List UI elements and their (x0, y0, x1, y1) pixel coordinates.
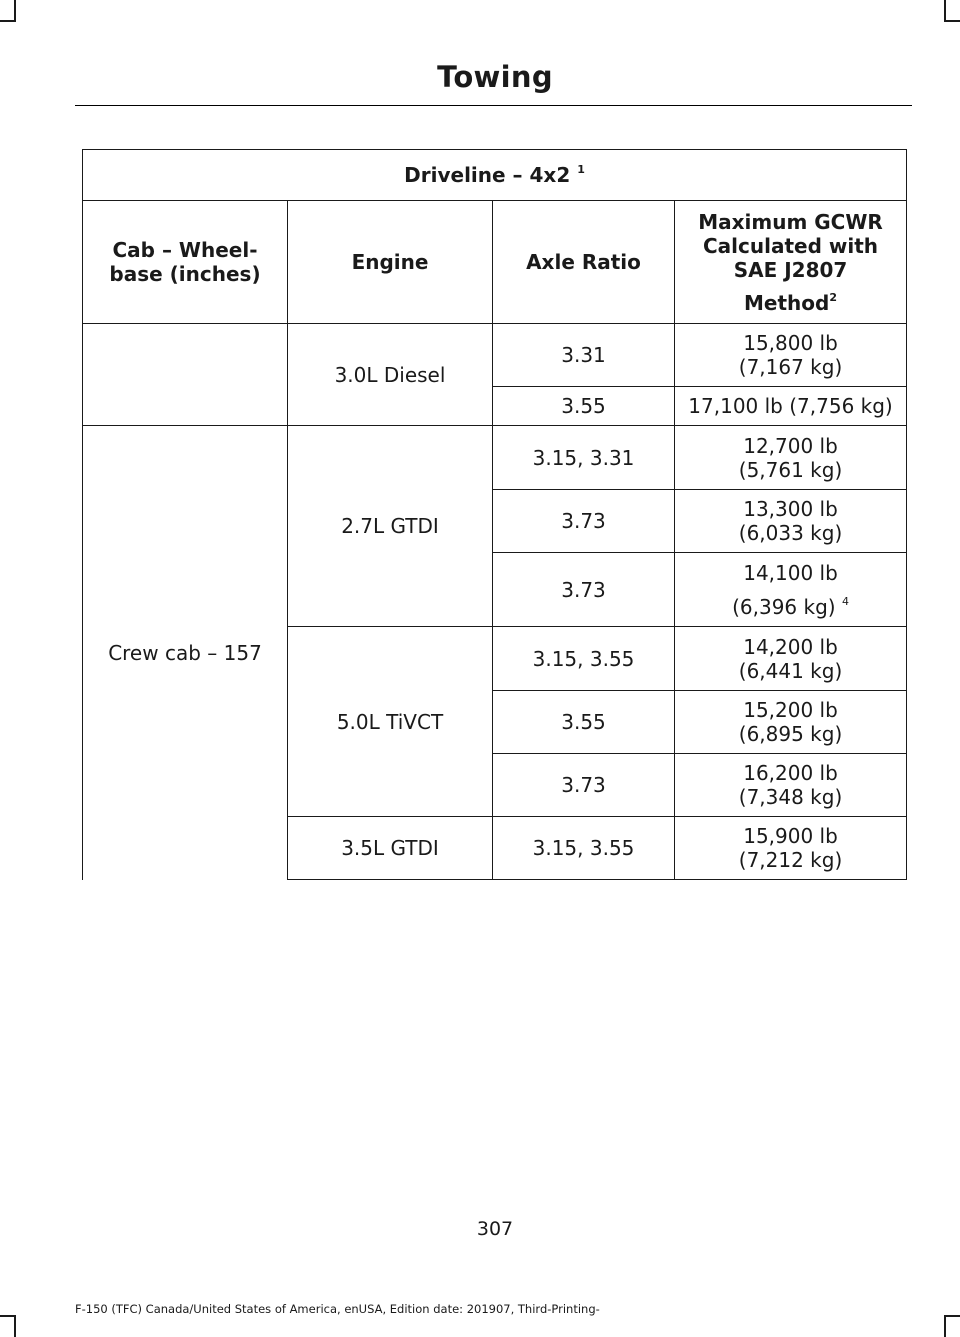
col-header-axle: Axle Ratio (493, 201, 675, 324)
gcwr-kg: (6,396 kg) (732, 594, 836, 619)
axle-cell: 3.73 (493, 490, 675, 553)
gcwr-lb: 15,800 lb (743, 331, 838, 355)
gcwr-cell (675, 426, 907, 490)
gcwr-lb: 13,300 lb (743, 497, 838, 521)
edition-footer: F-150 (TFC) Canada/United States of America, enUSA, Edition date: 201907, Third-Printing- (75, 1302, 600, 1316)
axle-cell: 3.73 (493, 754, 675, 817)
table-header-row (83, 201, 907, 324)
engine-cell: 3.0L Diesel (288, 324, 493, 426)
axle-cell: 3.31 (493, 324, 675, 387)
gcwr-cell (675, 817, 907, 880)
axle-cell: 3.15, 3.55 (493, 627, 675, 691)
crop-mark-bottom-right-h (944, 1315, 960, 1317)
page-title: Towing (437, 60, 553, 94)
gcwr-lb: 14,200 lb (743, 634, 838, 659)
gcwr-lb: 14,100 lb (743, 560, 838, 585)
gcwr-kg: (7,167 kg) (738, 355, 843, 379)
gcwr-footnote-4: 4 (841, 594, 849, 608)
gcwr-kg: (7,348 kg) (738, 785, 843, 809)
caption-footnote: 1 (577, 163, 585, 176)
axle-cell: 3.55 (493, 387, 675, 426)
gcwr-cell (675, 490, 907, 553)
gcwr-method (679, 291, 902, 315)
gcwr-footnote: 2 (829, 290, 837, 304)
gcwr-lb: 15,900 lb (743, 824, 838, 848)
engine-cell: 2.7L GTDI (288, 426, 493, 627)
title-rule (75, 105, 912, 106)
gcwr-cell (675, 627, 907, 691)
table-caption (83, 150, 907, 201)
crop-mark-top-right (944, 0, 946, 22)
gcwr-method-text: Method (744, 290, 830, 315)
towing-table (82, 149, 907, 880)
gcwr-lb: 16,200 lb (743, 761, 838, 785)
col-header-cab: Cab – Wheel-base (inches) (83, 201, 288, 324)
col-header-gcwr (675, 201, 907, 324)
axle-cell: 3.73 (493, 553, 675, 627)
caption-text: Driveline – 4x2 (404, 163, 571, 187)
crop-mark-bottom-right (944, 1315, 946, 1337)
table-row (83, 426, 907, 490)
crop-mark-bottom-left-h (0, 1315, 16, 1317)
gcwr-cell (675, 691, 907, 754)
axle-cell: 3.55 (493, 691, 675, 754)
col-header-engine: Engine (288, 201, 493, 324)
gcwr-kg: (7,212 kg) (738, 848, 843, 872)
gcwr-header-text: Maximum GCWR Calculated with SAE J2807 (698, 209, 883, 282)
gcwr-kg: (6,033 kg) (738, 521, 843, 545)
crop-mark-bottom-left (14, 1315, 16, 1337)
crop-mark-top-left-h (0, 20, 16, 22)
gcwr-lb: 15,200 lb (743, 698, 838, 722)
gcwr-cell (675, 324, 907, 387)
gcwr-kg: (6,441 kg) (738, 658, 843, 683)
table-row (83, 324, 907, 387)
cab-cell: Crew cab – 157 (83, 426, 288, 880)
gcwr-cell (675, 553, 907, 627)
gcwr-cell: 17,100 lb (7,756 kg) (675, 387, 907, 426)
axle-cell: 3.15, 3.31 (493, 426, 675, 490)
axle-cell: 3.15, 3.55 (493, 817, 675, 880)
gcwr-lb: 12,700 lb (743, 433, 838, 458)
page-number: 307 (476, 1218, 514, 1240)
engine-cell: 3.5L GTDI (288, 817, 493, 880)
cab-cell-empty (83, 324, 288, 426)
gcwr-cell (675, 754, 907, 817)
gcwr-kg: (6,895 kg) (738, 722, 843, 746)
crop-mark-top-right-h (944, 20, 960, 22)
engine-cell: 5.0L TiVCT (288, 627, 493, 817)
crop-mark-top-left (14, 0, 16, 22)
gcwr-kg-line (679, 595, 902, 619)
gcwr-kg: (5,761 kg) (738, 457, 843, 482)
